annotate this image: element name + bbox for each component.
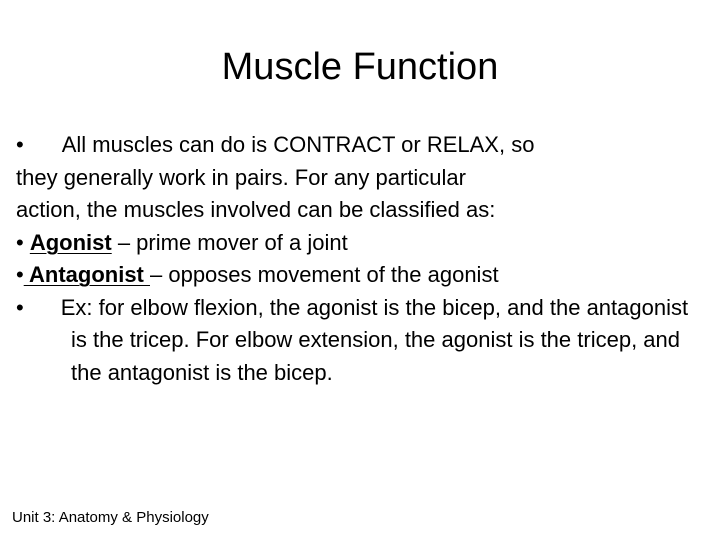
bullet-2 (16, 227, 706, 260)
bullet-1-text-3: action, the muscles involved can be classified as: (16, 197, 496, 222)
bullet-4-marker: • (16, 294, 24, 320)
bullet-1-line-1 (16, 129, 706, 162)
antagonist-definition: – opposes movement of the agonist (150, 262, 499, 287)
footer-unit-label: Unit 3: Anatomy & Physiology (12, 509, 209, 526)
bullet-1-text-1: All muscles can do is CONTRACT or RELAX, so (61, 132, 535, 157)
bullet-4 (16, 292, 706, 390)
agonist-definition: – prime mover of a joint (111, 229, 348, 255)
agonist-term: Agonist (29, 229, 112, 255)
bullet-1-text-2: they generally work in pairs. For any particular (16, 164, 466, 190)
bullet-3-marker: • (16, 262, 24, 287)
slide-title: Muscle Function (221, 46, 499, 88)
bullet-3 (16, 259, 706, 292)
bullet-4-text: Ex: for elbow flexion, the agonist is the bicep, and the antagonist is the tricep. For elbow extension, the agonist is the tricep, and the antagonist is the bicep. (60, 294, 689, 385)
antagonist-term: Antagonist (23, 262, 150, 287)
bullet-1-marker: • (16, 132, 24, 157)
bullet-2-marker: • (16, 229, 24, 255)
slide-body (16, 129, 706, 389)
